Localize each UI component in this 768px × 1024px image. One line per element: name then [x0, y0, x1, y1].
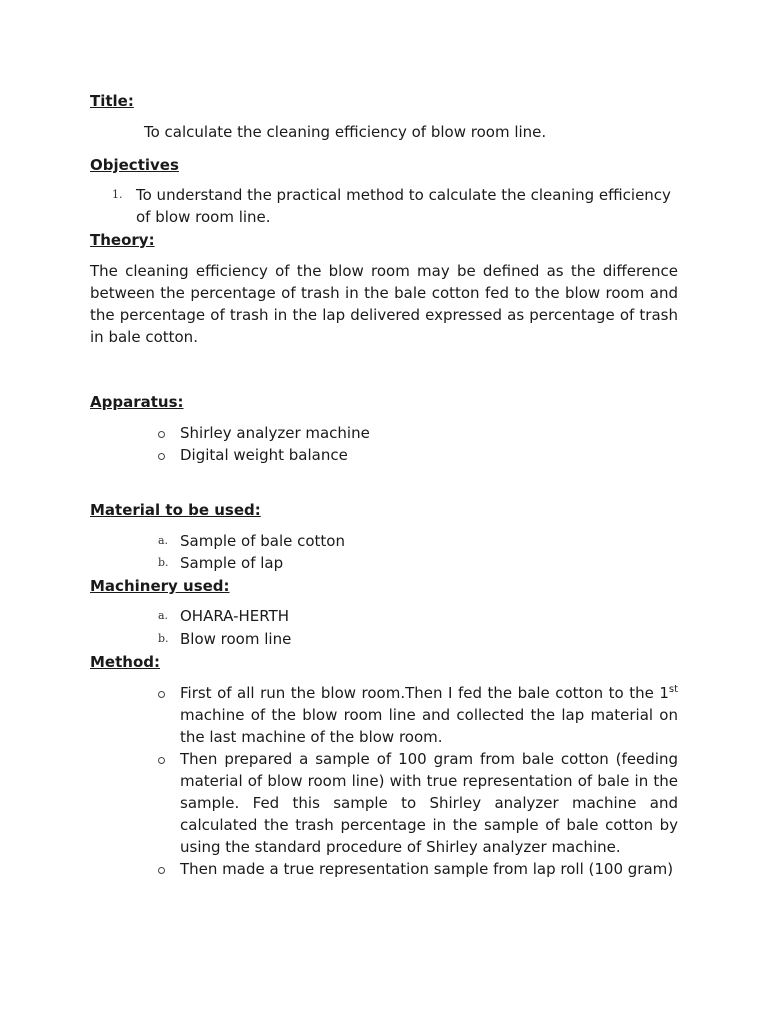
- material-marker: a.: [158, 534, 169, 547]
- title-heading: Title:: [90, 92, 134, 110]
- bullet-circle: [158, 431, 165, 438]
- objective-item-line1: To understand the practical method to calculate the cleaning efficiency: [136, 186, 671, 204]
- material-heading: Material to be used:: [90, 501, 261, 519]
- objective-item-line2: of blow room line.: [136, 208, 271, 226]
- material-item: Sample of lap: [180, 554, 284, 572]
- method-item-3: Then made a true representation sample from lap roll (100 gram): [180, 860, 674, 878]
- machinery-marker: a.: [158, 609, 169, 622]
- bullet-circle: [158, 691, 165, 698]
- bullet-circle: [158, 867, 165, 874]
- apparatus-heading: Apparatus:: [90, 393, 184, 411]
- material-marker: b.: [158, 556, 169, 569]
- machinery-item: OHARA-HERTH: [180, 607, 290, 625]
- theory-paragraph: The cleaning efficiency of the blow room may be defined as the difference between the percentage of trash in the bale cotton fed to the blow room and the percentage of trash in the lap delivered expressed as percentage of trash in bale cotton.: [90, 262, 678, 346]
- objectives-heading: Objectives: [90, 156, 179, 174]
- material-item: Sample of bale cotton: [180, 532, 345, 550]
- apparatus-item: Shirley analyzer machine: [180, 424, 370, 442]
- method-item-1-text-b: machine of the blow room line and collected the lap material on the last machine of the blow room.: [180, 706, 678, 746]
- ordinal-superscript: st: [668, 684, 678, 695]
- title-text: To calculate the cleaning efficiency of blow room line.: [144, 123, 547, 141]
- theory-heading: Theory:: [90, 231, 155, 249]
- machinery-marker: b.: [158, 632, 169, 645]
- bullet-circle: [158, 453, 165, 460]
- objective-marker: 1.: [112, 188, 123, 201]
- bullet-circle: [158, 757, 165, 764]
- method-item-1-text-a: First of all run the blow room.Then I fed the bale cotton to the 1: [180, 684, 669, 702]
- apparatus-item: Digital weight balance: [180, 446, 348, 464]
- machinery-item: Blow room line: [180, 630, 292, 648]
- method-item-1: [180, 682, 678, 748]
- method-item-2: Then prepared a sample of 100 gram from bale cotton (feeding material of blow room line) with true representation of bale in the sample. Fed this sample to Shirley analyzer machine and calculated the trash percentage in the sample of bale cotton by using the standard procedure of Shirley analyzer machine.: [180, 750, 678, 856]
- method-heading: Method:: [90, 653, 160, 671]
- machinery-heading: Machinery used:: [90, 577, 230, 595]
